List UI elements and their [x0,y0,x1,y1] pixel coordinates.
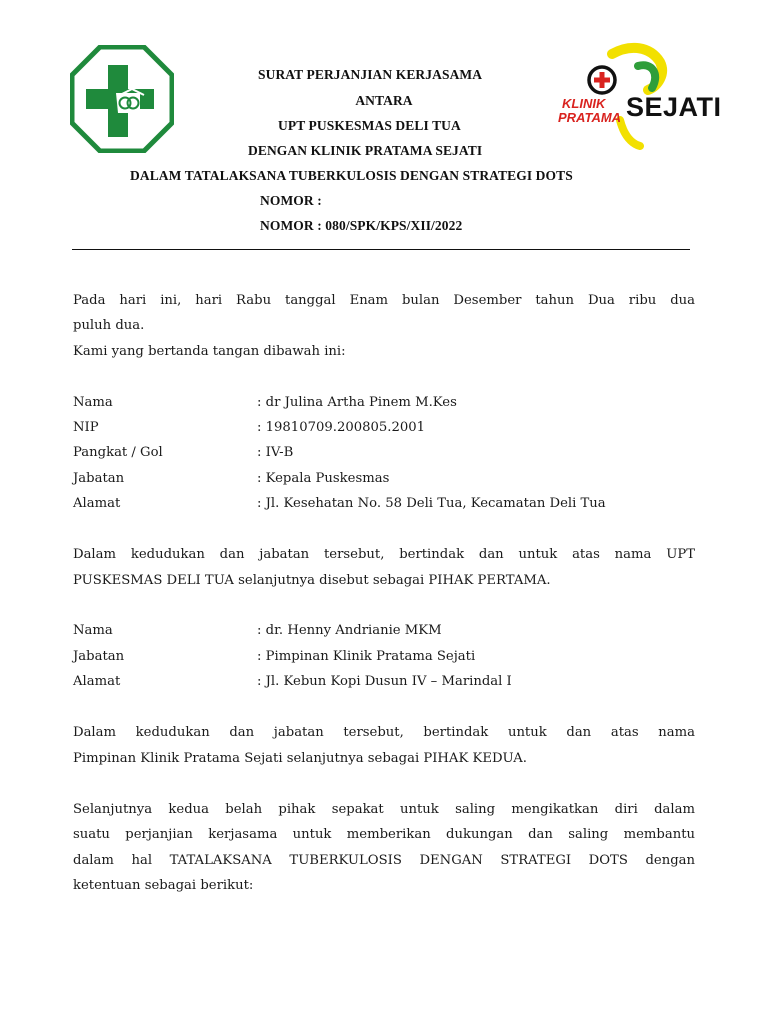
header-antara: ANTARA [355,93,413,108]
header-title: SURAT PERJANJIAN KERJASAMA [258,67,483,82]
intro-line-1: Pada hari ini, hari Rabu tanggal Enam bulan Desember tahun Dua ribu dua [73,293,695,308]
party1-alamat-label: Alamat [73,496,121,511]
header-divider [72,249,690,250]
intro-line-2: puluh dua. [73,318,145,333]
header-party2: DENGAN KLINIK PRATAMA SEJATI [248,143,483,158]
party1-nama-value: : dr Julina Artha Pinem M.Kes [257,395,457,410]
klinik-text: KLINIK [562,96,606,111]
agreement-line-2: suatu perjanjian kerjasama untuk memberikan dukungan dan saling membantu [73,827,695,842]
party2-jabatan-value: : Pimpinan Klinik Pratama Sejati [257,649,476,664]
party1-jabatan-label: Jabatan [73,471,125,486]
header-party1: UPT PUSKESMAS DELI TUA [278,118,461,133]
party2-jabatan-label: Jabatan [73,649,125,664]
agreement-line-4: ketentuan sebagai berikut: [73,878,254,893]
party2-nama-label: Nama [73,623,113,638]
party2-statement-line-1: Dalam kedudukan dan jabatan tersebut, bertindak untuk dan atas nama [73,725,695,740]
party1-statement-line-2: PUSKESMAS DELI TUA selanjutnya disebut sebagai PIHAK PERTAMA. [73,573,551,588]
party1-alamat-value: : Jl. Kesehatan No. 58 Deli Tua, Kecamatan Deli Tua [257,496,606,511]
sejati-text: SEJATI [626,92,722,122]
party1-jabatan-value: : Kepala Puskesmas [257,471,390,486]
header-subject: DALAM TATALAKSANA TUBERKULOSIS DENGAN STRATEGI DOTS [130,168,573,183]
party2-nama-value: : dr. Henny Andrianie MKM [257,623,442,638]
intro-line-3: Kami yang bertanda tangan dibawah ini: [73,344,346,359]
party2-statement-line-2: Pimpinan Klinik Pratama Sejati selanjutnya sebagai PIHAK KEDUA. [73,751,527,766]
agreement-line-1: Selanjutnya kedua belah pihak sepakat untuk saling mengikatkan diri dalam [73,802,695,817]
party1-pangkat-label: Pangkat / Gol [73,445,163,460]
party1-statement-line-1: Dalam kedudukan dan jabatan tersebut, bertindak dan untuk atas nama UPT [73,547,695,562]
header-nomor-blank: NOMOR : [260,193,322,208]
agreement-line-3: dalam hal TATALAKSANA TUBERKULOSIS DENGAN STRATEGI DOTS dengan [73,853,695,868]
party1-nama-label: Nama [73,395,113,410]
party2-alamat-label: Alamat [73,674,121,689]
header-nomor: NOMOR : 080/SPK/KPS/XII/2022 [260,218,463,233]
party1-nip-value: : 19810709.200805.2001 [257,420,426,435]
party2-alamat-value: : Jl. Kebun Kopi Dusun IV – Marindal I [257,674,512,689]
pratama-text: PRATAMA [558,110,622,125]
party1-pangkat-value: : IV-B [257,445,294,460]
party1-nip-label: NIP [73,420,99,435]
